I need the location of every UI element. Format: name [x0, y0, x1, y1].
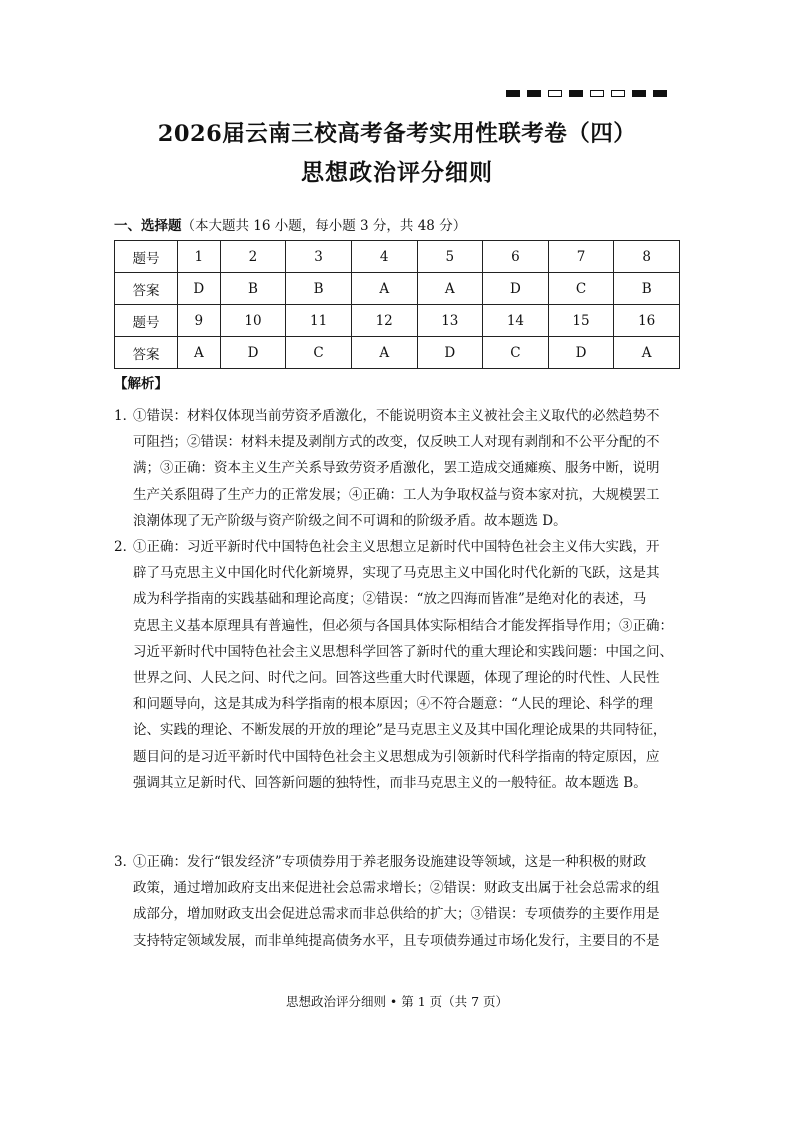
item-line-text: 世界之问、人民之问、时代之问。回答这些重大时代课题，体现了理论的时代性、人民性: [133, 670, 660, 687]
table-cell: B: [220, 273, 286, 305]
section-heading-note: （本大题共 16 小题，每小题 3 分，共 48 分）: [181, 218, 467, 234]
item-line-text: 政策，通过增加政府支出来促进社会总需求增长；②错误：财政支出属于社会总需求的组: [133, 880, 660, 897]
row-label: 答案: [115, 273, 178, 305]
item-line-text: 支持特定领域发展，而非单纯提高债务水平，且专项债券通过市场化发行，主要目的不是: [133, 932, 660, 949]
item-line: [114, 770, 682, 796]
item-line-text: 生产关系阻碍了生产力的正常发展；④正确：工人为争取权益与资本家对抗，大规模罢工: [133, 486, 660, 503]
table-row: [115, 305, 680, 337]
item-line: [114, 482, 682, 508]
table-cell: 10: [220, 305, 286, 337]
section-heading-label: 一、选择题: [114, 218, 182, 234]
item-line: [114, 849, 682, 875]
empty-square-mark: [548, 90, 562, 97]
table-cell: 9: [178, 305, 221, 337]
item-line-text: 成为科学指南的实践基础和理论高度；②错误：“放之四海而皆准”是绝对化的表述，马: [133, 591, 647, 608]
table-cell: 16: [614, 305, 680, 337]
item-line-text: 克思主义基本原理具有普遍性，但必须与各国具体实际相结合才能发挥指导作用；③正确：: [133, 617, 673, 634]
table-cell: 8: [614, 241, 680, 273]
item-line-text: 满；③正确：资本主义生产关系导致劳资矛盾激化，罢工造成交通瘫痪、服务中断，说明: [133, 460, 660, 477]
item-line-text: 论、实践的理论、不断发展的开放的理论”是马克思主义及其中国化理论成果的共同特征，: [133, 722, 667, 739]
table-cell: 2: [220, 241, 286, 273]
table-cell: B: [614, 273, 680, 305]
item-line-text: 可阻挡；②错误：材料未提及剥削方式的改变，仅反映工人对现有剥削和不公平分配的不: [133, 434, 660, 451]
empty-square-mark: [611, 90, 625, 97]
item-line: [114, 560, 682, 586]
table-cell: D: [548, 337, 614, 369]
table-cell: D: [178, 273, 221, 305]
item-line-text: 强调其立足新时代、回答新问题的独特性，而非马克思主义的一般特征。故本题选 B。: [133, 774, 647, 791]
table-cell: C: [286, 337, 352, 369]
item-line: [114, 429, 682, 455]
item-number: 1．: [114, 408, 137, 424]
item-line-text: 辟了马克思主义中国化时代化新境界，实现了马克思主义中国化时代化新的飞跃，这是其: [133, 565, 660, 582]
item-line: [114, 455, 682, 481]
table-cell: A: [614, 337, 680, 369]
empty-square-mark: [590, 90, 604, 97]
analysis-heading: 【解析】: [114, 376, 168, 392]
table-cell: C: [548, 273, 614, 305]
item-line: [114, 613, 682, 639]
table-cell: A: [351, 273, 417, 305]
section-heading: [114, 214, 466, 234]
item-line: [114, 508, 682, 534]
table-cell: 3: [286, 241, 352, 273]
table-cell: A: [417, 273, 483, 305]
table-cell: 1: [178, 241, 221, 273]
analysis-item-1: [114, 403, 682, 534]
item-line: [114, 691, 682, 717]
item-line: [114, 534, 682, 560]
item-line-text: 题目问的是习近平新时代中国特色社会主义思想成为引领新时代科学指南的特定原因，应: [133, 748, 660, 765]
table-row: [115, 241, 680, 273]
filled-square-mark: [632, 90, 646, 97]
filled-square-mark: [653, 90, 667, 97]
item-line: [114, 665, 682, 691]
filled-square-mark: [506, 90, 520, 97]
table-row: [115, 273, 680, 305]
table-cell: 7: [548, 241, 614, 273]
analysis-item-3: [114, 849, 682, 954]
exam-subtitle: 思想政治评分细则: [301, 159, 493, 186]
answer-table: [114, 240, 680, 369]
filled-square-mark: [569, 90, 583, 97]
item-line-text: 浪潮体现了无产阶级与资产阶级之间不可调和的阶级矛盾。故本题选 D。: [133, 512, 567, 529]
item-line: [114, 875, 682, 901]
analysis-item-2: [114, 534, 682, 796]
table-cell: 14: [483, 305, 549, 337]
table-cell: A: [351, 337, 417, 369]
table-cell: 12: [351, 305, 417, 337]
table-cell: 4: [351, 241, 417, 273]
table-cell: D: [220, 337, 286, 369]
table-cell: C: [483, 337, 549, 369]
item-line-text: ①正确：习近平新时代中国特色社会主义思想立足新时代中国特色社会主义伟大实践，开: [133, 539, 660, 555]
item-line-text: ①正确：发行“银发经济”专项债券用于养老服务设施建设等领域，这是一种积极的财政: [133, 854, 647, 870]
exam-title: 2026届云南三校高考备考实用性联考卷（四）: [157, 121, 637, 147]
filled-square-mark: [527, 90, 541, 97]
table-cell: A: [178, 337, 221, 369]
item-line: [114, 403, 682, 429]
item-line: [114, 717, 682, 743]
table-cell: B: [286, 273, 352, 305]
item-line: [114, 639, 682, 665]
table-cell: 15: [548, 305, 614, 337]
item-line: [114, 744, 682, 770]
item-line: [114, 586, 682, 612]
row-label: 题号: [115, 241, 178, 273]
table-cell: 5: [417, 241, 483, 273]
header-marks: [506, 90, 667, 97]
table-cell: D: [417, 337, 483, 369]
item-line-text: 和问题导向，这是其成为科学指南的根本原因；④不符合题意：“人民的理论、科学的理: [133, 696, 653, 713]
item-number: 3．: [114, 854, 137, 870]
item-line-text: ①错误：材料仅体现当前劳资矛盾激化，不能说明资本主义被社会主义取代的必然趋势不: [133, 408, 660, 424]
row-label: 答案: [115, 337, 178, 369]
table-row: [115, 337, 680, 369]
item-line-text: 习近平新时代中国特色社会主义思想科学回答了新时代的重大理论和实践问题：中国之问、: [133, 643, 673, 660]
table-cell: 13: [417, 305, 483, 337]
table-cell: D: [483, 273, 549, 305]
row-label: 题号: [115, 305, 178, 337]
item-line-text: 成部分，增加财政支出会促进总需求而非总供给的扩大；③错误：专项债券的主要作用是: [133, 906, 660, 923]
item-line: [114, 928, 682, 954]
item-line: [114, 901, 682, 927]
page-footer: 思想政治评分细则 • 第 1 页（共 7 页）: [285, 994, 509, 1009]
table-cell: 6: [483, 241, 549, 273]
table-cell: 11: [286, 305, 352, 337]
item-number: 2．: [114, 539, 137, 555]
